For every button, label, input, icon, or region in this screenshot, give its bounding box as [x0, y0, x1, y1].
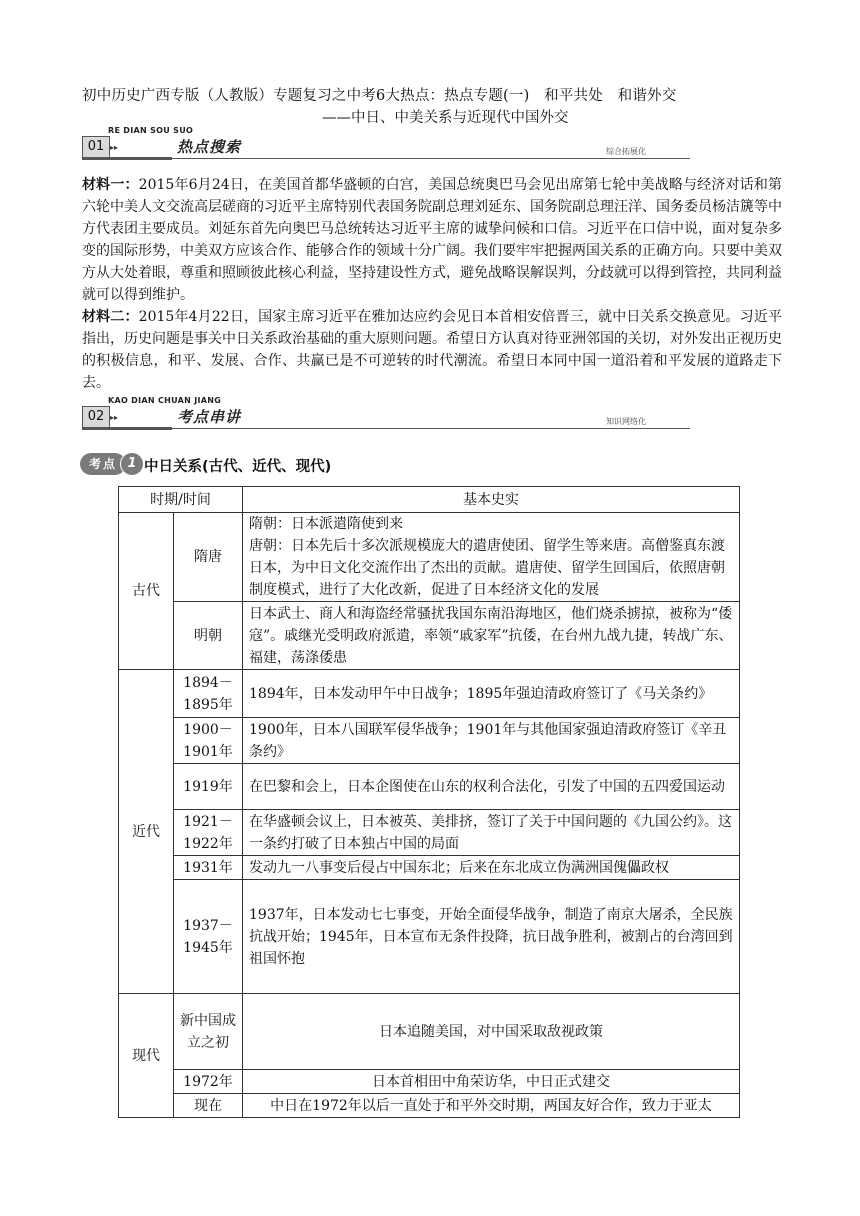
fact-cell [243, 513, 740, 602]
key-point-number: 1 [120, 452, 144, 476]
material-label: 材料二： [82, 309, 139, 325]
period-cell: 1972年 [174, 1070, 243, 1094]
arrow-icon: ▸▸ [110, 143, 119, 152]
period-cell: 1919年 [174, 764, 243, 810]
section-title: 考点串讲 [177, 408, 242, 426]
table-row [119, 513, 740, 602]
era-modern: 近代 [119, 670, 174, 994]
fact-cell: 日本武士、商人和海盗经常骚扰我国东南沿海地区，他们烧杀掳掠，被称为“倭寇”。戚继光受明政府派遣，率领“戚家军”抗倭，在台州九战九捷，转战广东、福建，荡涤倭患 [243, 602, 740, 670]
table-row [119, 718, 740, 764]
header-facts: 基本史实 [243, 487, 740, 513]
section-english-label: RE DIAN SOU SUO [108, 126, 194, 135]
section-title: 热点搜索 [177, 138, 242, 156]
table-row [119, 994, 740, 1070]
table-row [119, 810, 740, 856]
section-rule-thick [82, 427, 172, 430]
key-point-badge: 考点 [80, 453, 126, 475]
material-text: 2015年6月24日，在美国首都华盛顿的白宫，美国总统奥巴马会见出席第七轮中美战略与经济对话和第六轮中美人文交流高层磋商的习近平主席特别代表国务院副总理刘延东、国务院副总理汪洋、国务委员杨洁篪等中方代表团主要成员。刘延东首先向奥巴马总统转达习近平主席的诚挚问候和口信。习近平在口信中说，面对复杂多变的国际形势，中美双方应该合作、能够合作的领域十分广阔。我们要牢牢把握两国关系的正确方向。只要中美双方从大处着眼，尊重和照顾彼此核心利益，坚持建设性方式，避免战略误解误判，分歧就可以得到管控，共同利益就可以得到维护。 [82, 177, 782, 303]
fact-cell: 日本首相田中角荣访华，中日正式建交 [243, 1070, 740, 1094]
section-rule-thin [172, 428, 690, 429]
fact-cell: 日本追随美国，对中国采取敌视政策 [243, 994, 740, 1070]
period-cell: 1931年 [174, 856, 243, 880]
era-contemporary: 现代 [119, 994, 174, 1118]
era-ancient: 古代 [119, 513, 174, 670]
section-english-label: KAO DIAN CHUAN JIANG [108, 396, 222, 405]
period-cell: 隋唐 [174, 513, 243, 602]
table-row [119, 880, 740, 994]
table-row [119, 670, 740, 718]
fact-cell: 在巴黎和会上，日本企图使在山东的权利合法化，引发了中国的五四爱国运动 [243, 764, 740, 810]
period-cell: 现在 [174, 1094, 243, 1118]
section-rule-thick [82, 157, 172, 160]
section-rule-thin [172, 158, 690, 159]
sino-japanese-relations-table [118, 486, 740, 1118]
table-row [119, 602, 740, 670]
key-point-title: 中日关系(古代、近代、现代) [144, 459, 332, 475]
table-header-row [119, 487, 740, 513]
material-two [82, 306, 782, 394]
document-title: 初中历史广西专版（人教版）专题复习之中考6大热点：热点专题(一) 和平共处 和谐外交 [82, 88, 677, 104]
header-period: 时期/时间 [119, 487, 243, 513]
material-label: 材料一： [82, 177, 139, 193]
period-cell: 1921－1922年 [174, 810, 243, 856]
period-cell: 1894－1895年 [174, 670, 243, 718]
arrow-icon: ▸▸ [110, 413, 119, 422]
table-row [119, 856, 740, 880]
fact-cell: 发动九一八事变后侵占中国东北；后来在东北成立伪满洲国傀儡政权 [243, 856, 740, 880]
fact-cell: 在华盛顿会议上，日本被英、美排挤，签订了关于中国问题的《九国公约》。这一条约打破了日本独占中国的局面 [243, 810, 740, 856]
section-tag: 综合拓展化 [606, 147, 646, 156]
fact-line: 唐朝：日本先后十多次派规模庞大的遣唐使团、留学生等来唐。高僧鉴真东渡日本，为中日文化交流作出了杰出的贡献。遣唐使、留学生回国后，依照唐朝制度模式，进行了大化改新，促进了日本经济文化的发展 [249, 538, 725, 598]
period-cell: 1937－1945年 [174, 880, 243, 994]
period-cell: 明朝 [174, 602, 243, 670]
fact-cell: 1894年，日本发动甲午中日战争；1895年强迫清政府签订了《马关条约》 [243, 670, 740, 718]
section-header-hotspot-search [82, 126, 690, 166]
period-cell: 1900－1901年 [174, 718, 243, 764]
fact-cell: 中日在1972年以后一直处于和平外交时期，两国友好合作，致力于亚太 [243, 1094, 740, 1118]
table-row [119, 1094, 740, 1118]
section-number: 01 [82, 136, 110, 158]
fact-line: 隋朝：日本派遣隋使到来 [249, 516, 403, 532]
section-number: 02 [82, 406, 110, 428]
section-header-key-points [82, 396, 690, 436]
period-cell: 新中国成立之初 [174, 994, 243, 1070]
fact-cell: 1937年，日本发动七七事变，开始全面侵华战争，制造了南京大屠杀，全民族抗战开始；1945年，日本宣布无条件投降，抗日战争胜利，被割占的台湾回到祖国怀抱 [243, 880, 740, 994]
table-row [119, 764, 740, 810]
material-text: 2015年4月22日，国家主席习近平在雅加达应约会见日本首相安倍晋三，就中日关系交换意见。习近平指出，历史问题是事关中日关系政治基础的重大原则问题。希望日方认真对待亚洲邻国的关切，对外发出正视历史的积极信息，和平、发展、合作、共赢已是不可逆转的时代潮流。希望日本同中国一道沿着和平发展的道路走下去。 [82, 309, 782, 391]
table-row [119, 1070, 740, 1094]
fact-cell: 1900年，日本八国联军侵华战争；1901年与其他国家强迫清政府签订《辛丑条约》 [243, 718, 740, 764]
material-one [82, 174, 782, 306]
section-tag: 知识网络化 [606, 417, 646, 426]
document-subtitle: ——中日、中美关系与近现代中国外交 [322, 110, 569, 126]
